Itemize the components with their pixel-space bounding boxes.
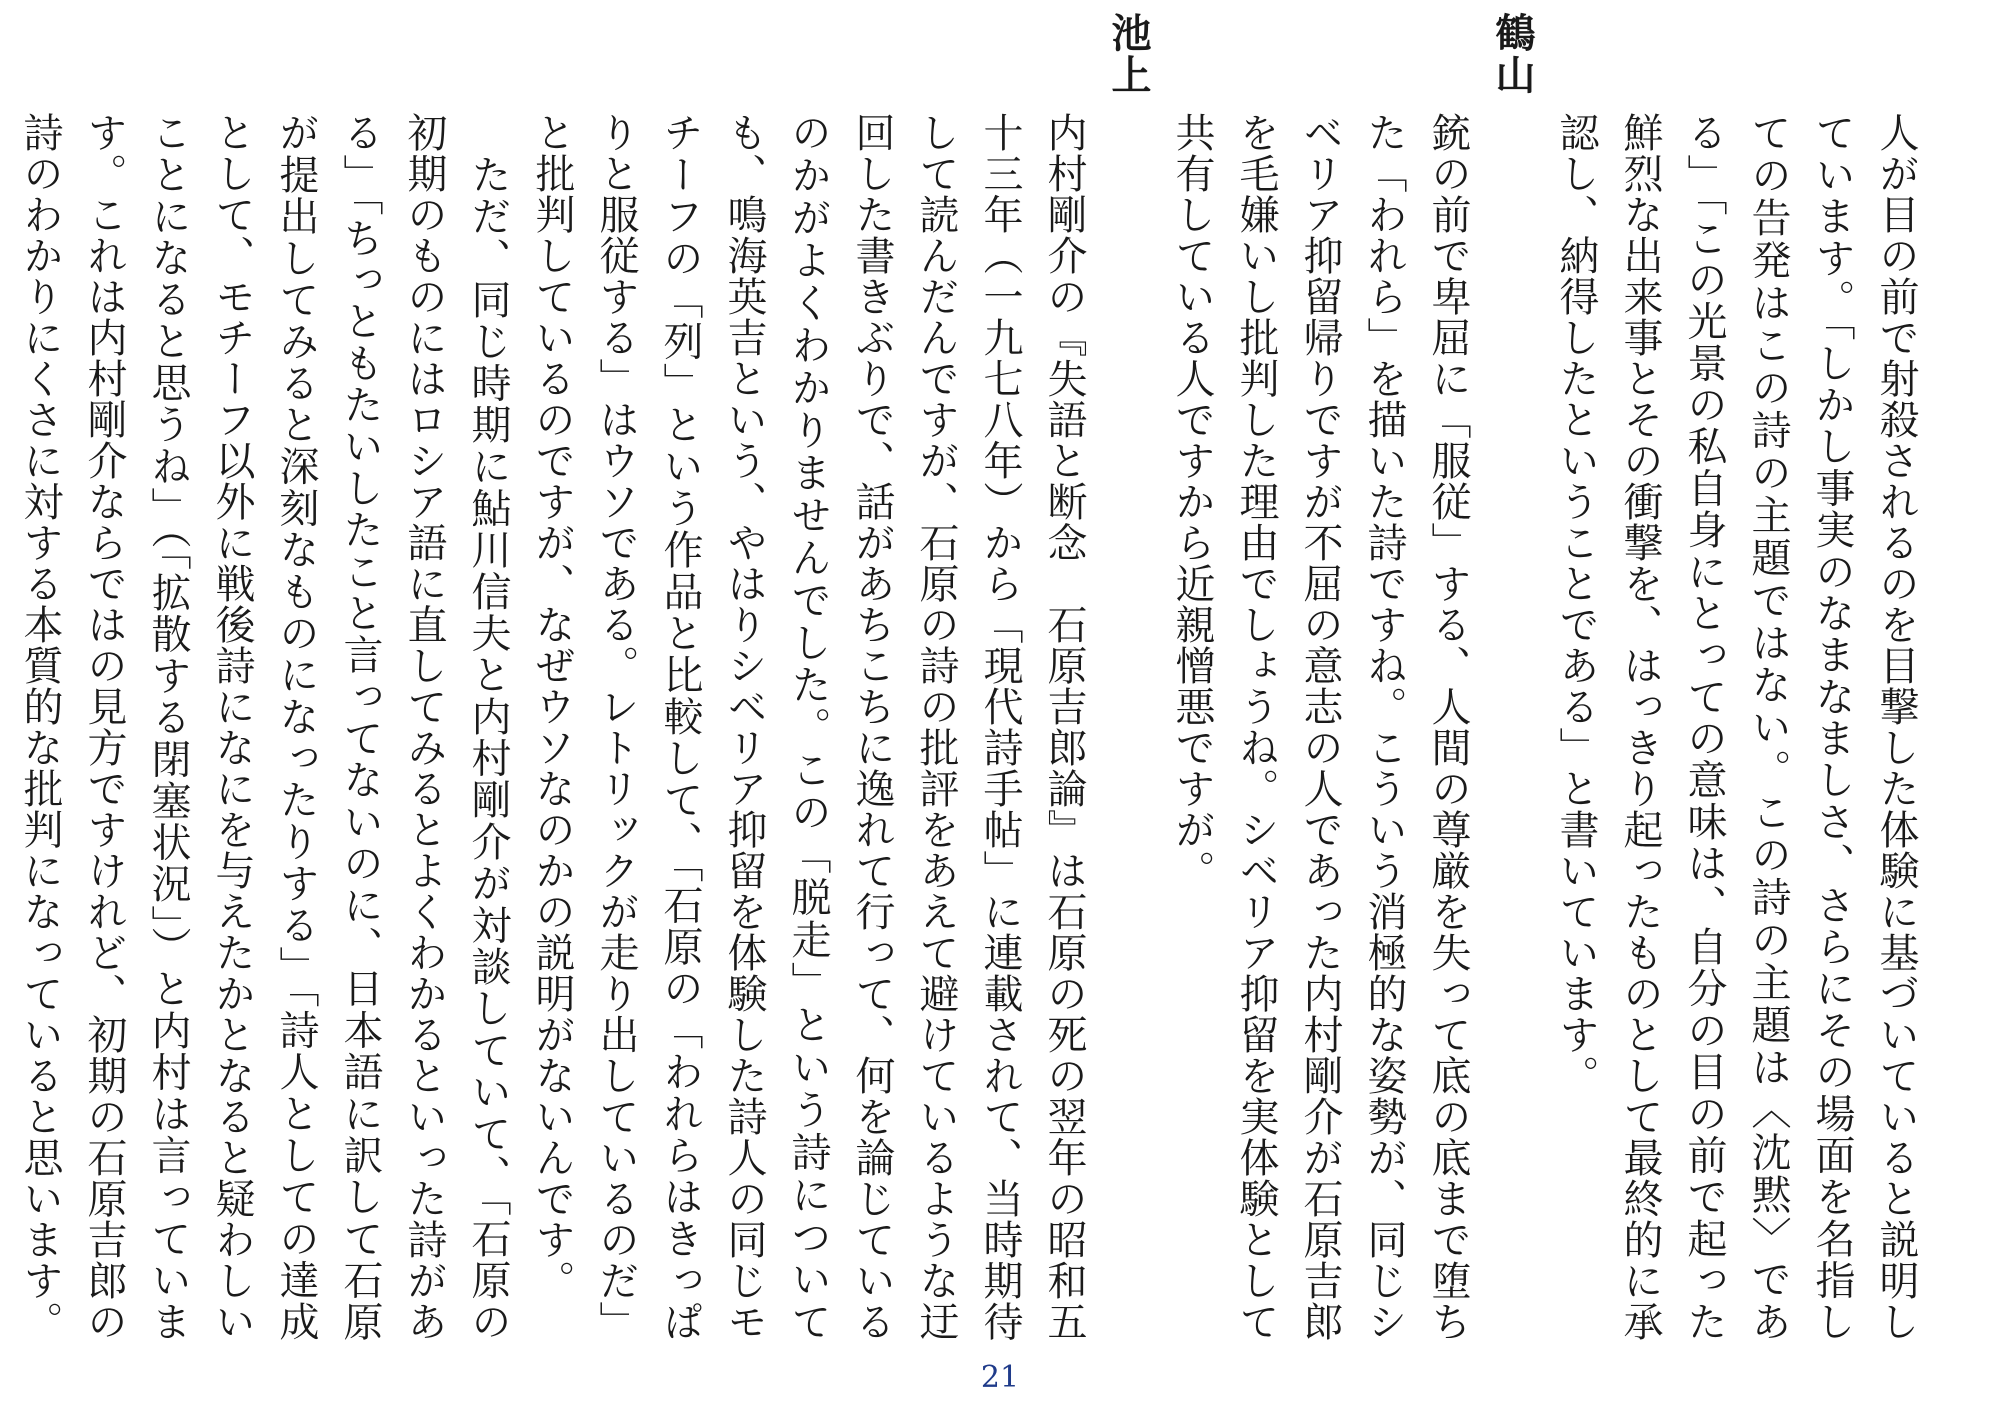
speaker-label: 池上 (1105, 12, 1151, 96)
paragraph: 人が目の前で射殺されるのを目撃した体験に基づいていると説明しています。「しかし事実のなまなましさ、さらにその場面を名指しての告発はこの詩の主題ではない。この詩の主題は〈沈黙〉である」「この光景の私自身にとっての意味は、自分の目の前で起った鮮烈な出来事とその衝撃を、はっきり起ったものとして最終的に承認し、納得したということである」と書いています。 (1553, 112, 1919, 1343)
paragraph: 内村剛介の『失語と断念 石原吉郎論』は石原の死の翌年の昭和五十三年（一九七八年）から「現代詩手帖」に連載されて、当時期待して読んだんですが、石原の詩の批評をあえて避けているような迂回した書きぶりで、話があちこちに逸れて行って、何を論じているのかがよくわかりませんでした。この「脱走」という詩についても、鳴海英吉という、やはりシベリア抑留を体験した詩人の同じモチーフの「列」という作品と比較して、「石原の「われらはきっぱりと服従する」はウソである。レトリックが走り出しているのだ」と批判しているのですが、なぜウソなのかの説明がないんです。 (529, 112, 1087, 1343)
page-number: 21 (980, 1360, 1020, 1395)
speaker-label (0, 12, 8, 1342)
vertical-text-area (8, 12, 1992, 1342)
speaker-gap (1928, 12, 1992, 1342)
speaker-label: 鶴山 (1489, 12, 1535, 96)
paragraph: 銃の前で卑屈に「服従」する、人間の尊厳を失って底の底まで堕ちた「われら」を描いた詩ですね。こういう消極的な姿勢が、同じシベリア抑留帰りですが不屈の意志の人であった内村剛介が石原吉郎を毛嫌いし批判した理由でしょうね。シベリア抑留を実体験として共有している人ですから近親憎悪ですが。 (1169, 112, 1471, 1342)
paragraph: ただ、同じ時期に鮎川信夫と内村剛介が対談していて、「石原の初期のものにはロシア語に直してみるとよくわかるといった詩がある」「ちっともたいしたこと言ってないのに、日本語に訳して石原が提出してみると深刻なものになったりする」「詩人としての達成として、モチーフ以外に戦後詩になにを与えたかとなると疑わしいことになると思うね」（「拡散する閉塞状況」）と内村は言っています。これは内村剛介ならではの見方ですけれど、初期の石原吉郎の詩のわかりにくさに対する本質的な批判になっていると思います。 (17, 112, 511, 1343)
